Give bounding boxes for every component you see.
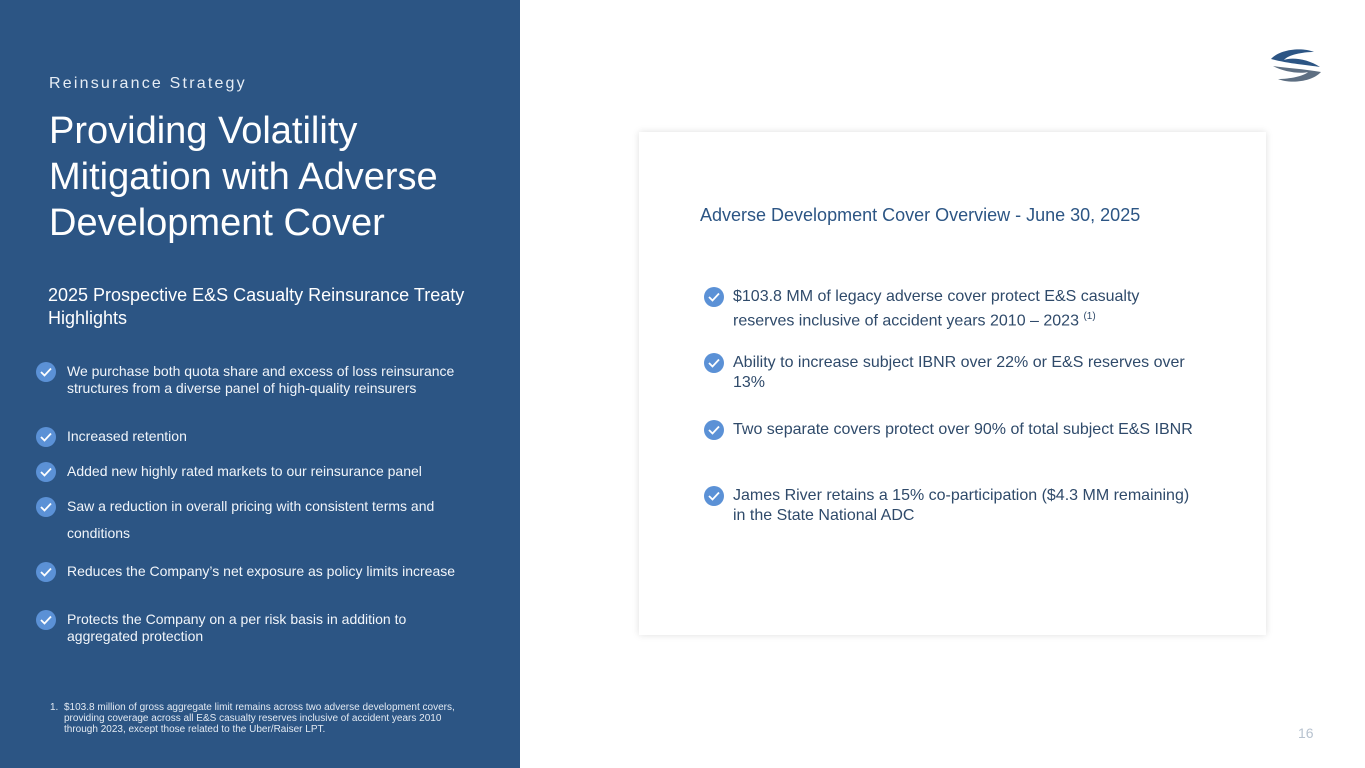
page-number: 16 — [1298, 725, 1314, 741]
checkmark-icon — [36, 462, 56, 482]
checkmark-icon — [704, 353, 724, 373]
highlight-item — [36, 497, 476, 547]
highlight-text: We purchase both quota share and excess of loss reinsurance structures from a diverse panel of high-quality reinsurers — [67, 363, 455, 396]
highlight-text: Reduces the Company’s net exposure as policy limits increase — [67, 563, 456, 579]
highlight-text: Added new highly rated markets to our reinsurance panel — [67, 463, 422, 479]
footnote-text: $103.8 million of gross aggregate limit remains across two adverse development covers, providing coverage across all E&S casualty reserves inclusive of accident years 2010 through 2023, except those related to the Uber/Raiser LPT. — [64, 702, 455, 735]
card-item — [704, 420, 1204, 440]
checkmark-icon — [36, 497, 56, 517]
card-item — [704, 353, 1204, 393]
highlight-item — [36, 562, 476, 582]
highlight-text: Increased retention — [67, 428, 187, 444]
card-item-text: James River retains a 15% co-participation ($4.3 MM remaining) in the State National ADC — [733, 487, 1190, 524]
company-logo — [1268, 45, 1324, 85]
checkmark-icon — [704, 420, 724, 440]
card-item-text: $103.8 MM of legacy adverse cover protect E&S casualty reserves inclusive of accident years 2010 – 2023 $^{(1)}$ — [733, 288, 1140, 330]
footnote-ref: (1) — [1083, 311, 1096, 322]
card-item-text: Ability to increase subject IBNR over 22% or E&S reserves over 13% — [733, 354, 1185, 391]
highlight-item — [36, 462, 476, 482]
checkmark-icon — [704, 486, 724, 506]
card-item — [704, 287, 1204, 331]
subtitle: 2025 Prospective E&S Casualty Reinsurance Treaty Highlights — [48, 285, 465, 328]
slide-title: Providing Volatility Mitigation with Adverse Development Cover — [49, 110, 438, 244]
highlight-item — [36, 362, 476, 397]
card-item-text: Two separate covers protect over 90% of total subject E&S IBNR — [733, 421, 1193, 438]
footnote-number: 1. — [50, 702, 59, 713]
checkmark-icon — [36, 562, 56, 582]
checkmark-icon — [704, 287, 724, 307]
highlight-item — [36, 427, 476, 447]
checkmark-icon — [36, 427, 56, 447]
checkmark-icon — [36, 362, 56, 382]
highlight-text: Protects the Company on a per risk basis in addition to aggregated protection — [67, 611, 407, 644]
left-panel — [0, 0, 520, 768]
highlight-text: Saw a reduction in overall pricing with consistent terms and conditions — [67, 498, 435, 541]
card-title: Adverse Development Cover Overview - June 30, 2025 — [700, 205, 1141, 225]
adc-overview-card — [639, 132, 1266, 635]
section-kicker: Reinsurance Strategy — [49, 75, 247, 92]
highlight-item — [36, 610, 476, 645]
checkmark-icon — [36, 610, 56, 630]
footnote — [50, 702, 460, 735]
card-item — [704, 486, 1204, 526]
